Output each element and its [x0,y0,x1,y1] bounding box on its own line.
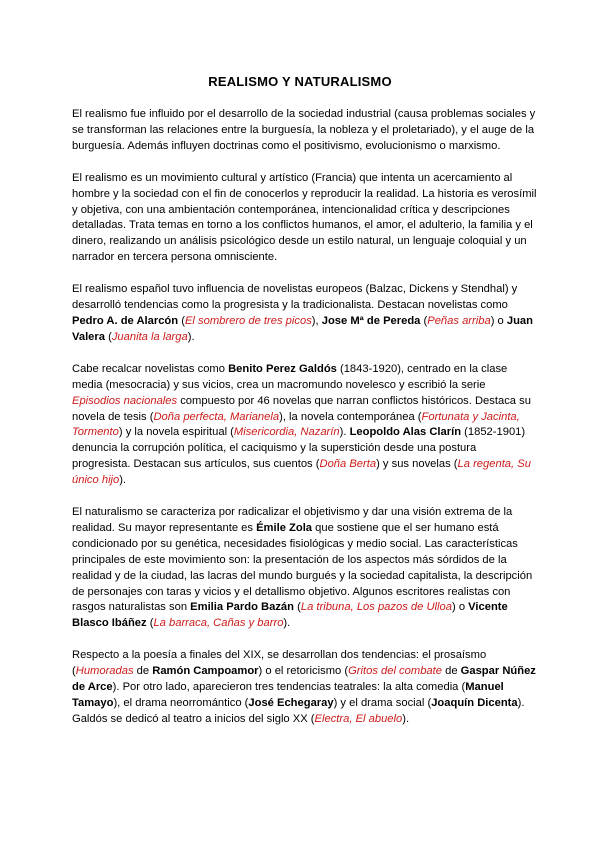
work-title: Misericordia, Nazarín [233,426,340,439]
work-title: El sombrero de tres picos [184,314,312,327]
paragraph-text: ). [119,474,127,487]
author-name: Leopoldo Alas Clarín [349,426,462,439]
paragraph-text: ) o [490,314,507,327]
paragraph-text: ( [104,330,112,343]
paragraph-text: de [133,665,153,678]
author-name: Gaspar Núñez de Arce [72,665,536,694]
work-title: Humoradas [75,665,134,678]
work-title: Doña perfecta, Marianela [153,410,280,423]
paragraph-text: ). Por otro lado, aparecieron tres tendencias teatrales: la alta comedia ( [112,681,466,694]
paragraph-text: ). [402,712,410,725]
work-title: Fortunata y Jacinta, Tormento [72,410,520,439]
paragraph-6 [72,648,537,728]
author-name: Pedro A. de Alarcón [72,314,179,327]
paragraph-text: El realismo fue influido por el desarrollo de la sociedad industrial (causa problemas sociales y se transforman las relaciones entre la burguesía, la nobleza y el proletariado), y el auge de la burguesía. Además influyen doctrinas como el positivismo, evolucionismo o marxismo. [72,108,536,152]
paragraph-4 [72,362,537,489]
paragraph-text: ) y la novela espiritual ( [118,426,234,439]
author-name: Emilia Pardo Bazán [190,601,294,614]
author-name: Manuel Tamayo [72,681,504,709]
author-name: Benito Perez Galdós [228,362,337,375]
paragraph-text: El naturalismo se caracteriza por radicalizar el objetivismo y dar una visión extrema de la realidad. Su mayor representante es [72,506,513,534]
work-title: La barraca, Cañas y barro [153,617,284,630]
work-title: Doña Berta [319,458,377,471]
paragraph-text: El realismo es un movimiento cultural y artístico (Francia) que intenta un acercamiento al hombre y la sociedad con el fin de conocerlos y reproducir la realidad. La historia es verosímil y objetiva, con una ambientación contemporánea, intencionalidad crítica y descripciones detalladas. Trata temas en torno a los conflictos humanos, el amor, el adulterio, la familia y el dinero, realizando un análisis psicológico desde un estilo natural, un lenguaje coloquial y un narrador en tercera persona omnisciente. [72,171,537,264]
paragraph-text: ), [311,314,322,327]
author-name: Émile Zola [256,521,313,534]
paragraph-text: El realismo español tuvo influencia de novelistas europeos (Balzac, Dickens y Stendhal) y desarrolló tendencias como la progresista y la tradicionalista. Destacan novelistas como [72,283,518,312]
paragraph-text: compuesto por 46 novelas que narran conflictos históricos. Destaca su novela de tesis ( [72,394,531,423]
work-title: Juanita la larga [111,330,188,343]
paragraph-text: (1852-1901) denuncia la corrupción política, el caciquismo y la superstición desde una postura progresista. Destacan sus artículos, sus cuentos ( [72,426,526,471]
work-title: La tribuna, Los pazos de Ulloa [300,601,452,614]
work-title: Episodios nacionales [72,394,178,407]
paragraph-text: ). [339,426,350,439]
paragraph-1 [72,107,537,155]
author-name: Ramón Campoamor [152,665,259,678]
paragraph-5 [72,505,537,632]
paragraph-text: Respecto a la poesía a finales del XIX, se desarrollan dos tendencias: el prosaísmo ( [72,649,487,678]
work-title: Peñas arriba [427,314,491,327]
paragraph-text: ). Galdós se dedicó al teatro a inicios del siglo XX ( [72,697,525,725]
paragraph-3 [72,282,537,346]
paragraph-text: ) o el retoricismo ( [258,665,349,678]
paragraph-text: (1843-1920), centrado en la clase media (mesocracia) y sus vicios, crea un macromundo novelesco y escribió la serie [72,362,508,391]
paragraph-text: ( [420,314,428,327]
work-title: Gritos del combate [348,665,442,678]
author-name: Joaquín Dicenta [431,697,518,709]
paragraph-text: ( [178,314,185,327]
work-title: Electra, El abuelo [314,712,403,725]
paragraph-text: ). [283,617,291,630]
paragraph-text: ). [187,330,195,343]
author-name: Juan Valera [72,314,533,343]
paragraph-text: que sostiene que el ser humano está condicionado por su genética, necesidades fisiológicas y medio social. Las características principales de este movimiento son: la presentación de los aspectos más sórdidos de la realidad y de la ciudad, las lacras del mundo burgués y la sociedad capitalista, la descripción de personajes con taras y vicios y el detallismo objetivo. Algunos escritores realistas con rasgos naturalistas son [72,521,533,614]
author-name: Jose Mª de Pereda [321,314,421,327]
author-name: José Echegaray [248,697,334,709]
document-body [72,107,537,744]
work-title: La regenta, Su único hijo [72,458,531,487]
paragraph-text: ( [146,617,154,630]
paragraph-text: ), el drama neorromántico ( [113,697,249,709]
paragraph-text: ( [294,601,301,614]
paragraph-text: Cabe recalcar novelistas como [72,362,229,375]
paragraph-text: ) y sus novelas ( [376,458,458,471]
paragraph-text: ), la novela contemporánea ( [279,410,422,423]
paragraph-text: ) o [451,601,469,614]
paragraph-text: de [441,665,461,678]
author-name: Vicente Blasco Ibáñez [72,601,508,630]
paragraph-text: ) y el drama social ( [333,697,432,709]
paragraph-2 [72,171,537,266]
page-title: REALISMO Y NATURALISMO [208,74,392,89]
